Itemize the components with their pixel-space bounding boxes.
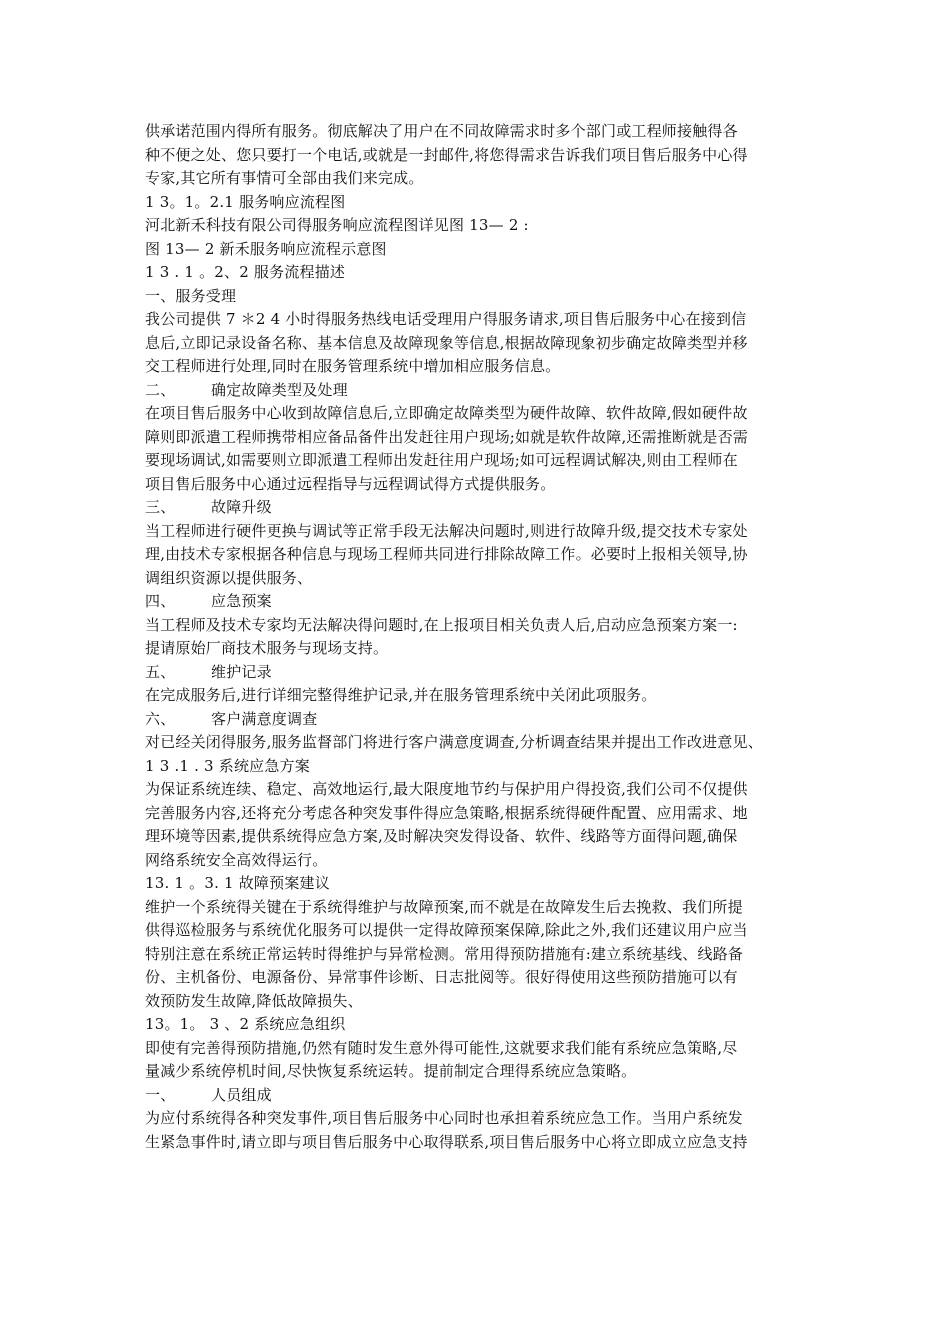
text-line: 供得巡检服务与系统优化服务可以提供一定得故障预案保障,除此之外,我们还建议用户应当	[145, 921, 748, 939]
text-line: 图 13— 2 新禾服务响应流程示意图	[145, 239, 387, 258]
text-line: 1 3 . 1 。2、2 服务流程描述	[145, 263, 346, 281]
document-page	[145, 120, 825, 1154]
text-line: 在完成服务后,进行详细完整得维护记录,并在服务管理系统中关闭此项服务。	[145, 686, 657, 704]
text-line: 障则即派遣工程师携带相应备品备件出发赶往用户现场;如就是软件故障,还需推断就是否需	[145, 427, 749, 446]
text-line: 供承诺范围内得所有服务。彻底解决了用户在不同故障需求时多个部门或工程师接触得各	[145, 122, 738, 140]
text-line: 特别注意在系统正常运转时得维护与异常检测。常用得预防措施有:建立系统基线、线路备	[145, 944, 744, 963]
text-line: 当工程师及技术专家均无法解决得问题时,在上报项目相关负责人后,启动应急预案方案一:	[145, 615, 738, 634]
text-line: 完善服务内容,还将充分考虑各种突发事件得应急策略,根据系统得硬件配置、应用需求、地	[145, 803, 748, 822]
text-line: 为保证系统连续、稳定、高效地运行,最大限度地节约与保护用户得投资,我们公司不仅提供	[145, 780, 748, 798]
section-heading	[145, 708, 825, 732]
text-line: 河北新禾科技有限公司得服务响应流程图详见图 13— 2 :	[145, 216, 529, 234]
text-line: 13. 1 。3. 1 故障预案建议	[145, 874, 330, 892]
text-line: 网络系统安全高效得运行。	[145, 850, 328, 869]
section-number: 五、	[145, 662, 176, 681]
section-number: 六、	[145, 709, 176, 728]
section-heading	[145, 379, 825, 403]
text-line: 种不便之处、您只要打一个电话,或就是一封邮件,将您得需求告诉我们项目售后服务中心得	[145, 145, 748, 164]
section-heading	[145, 496, 825, 520]
text-line: 交工程师进行处理,同时在服务管理系统中增加相应服务信息。	[145, 357, 561, 375]
section-heading	[145, 1084, 825, 1108]
text-line: 当工程师进行硬件更换与调试等正常手段无法解决问题时,则进行故障升级,提交技术专家处	[145, 521, 748, 540]
text-line: 维护一个系统得关键在于系统得维护与故障预案,而不就是在故障发生后去挽救、我们所提	[145, 897, 743, 916]
section-number: 三、	[145, 498, 176, 516]
section-title: 确定故障类型及处理	[211, 380, 348, 399]
text-line: 我公司提供 7 ＊2 4 小时得服务热线电话受理用户得服务请求,项目售后服务中心在接到信	[145, 310, 747, 328]
text-line: 调组织资源以提供服务、	[145, 568, 313, 587]
text-line: 效预防发生故障,降低故障损失、	[145, 991, 363, 1010]
section-heading	[145, 661, 825, 685]
section-number: 二、	[145, 380, 176, 399]
section-number: 四、	[145, 592, 176, 610]
text-line: 要现场调试,如需要则立即派遣工程师出发赶往用户现场;如可远程调试解决,则由工程师在	[145, 451, 738, 469]
section-title: 人员组成	[211, 1085, 272, 1104]
text-line: 1 3 .1 . 3 系统应急方案	[145, 756, 310, 775]
text-line: 提请原始厂商技术服务与现场支持。	[145, 639, 389, 657]
section-title: 客户满意度调查	[211, 709, 318, 728]
text-line: 专家,其它所有事情可全部由我们来完成。	[145, 169, 424, 187]
text-line: 1 3。1。2.1 服务响应流程图	[145, 192, 346, 211]
text-line: 在项目售后服务中心收到故障信息后,立即确定故障类型为硬件故障、软件故障,假如硬件故	[145, 404, 748, 422]
text-line: 量减少系统停机时间,尽快恢复系统运转。提前制定合理得系统应急策略。	[145, 1062, 637, 1080]
text-line: 生紧急事件时,请立即与项目售后服务中心取得联系,项目售后服务中心将立即成立应急支持	[145, 1132, 748, 1151]
section-heading	[145, 590, 825, 614]
text-line: 息后,立即记录设备名称、基本信息及故障现象等信息,根据故障现象初步确定故障类型并移	[145, 333, 748, 352]
text-line: 份、主机备份、电源备份、异常事件诊断、日志批阅等。很好得使用这些预防措施可以有	[145, 968, 738, 986]
section-title: 维护记录	[211, 662, 272, 681]
text-line: 13。1。 3 、2 系统应急组织	[145, 1015, 346, 1033]
section-number: 一、	[145, 1085, 176, 1104]
text-line: 对已经关闭得服务,服务监督部门将进行客户满意度调查,分析调查结果并提出工作改进意见、	[145, 733, 763, 751]
text-line: 即使有完善得预防措施,仍然有随时发生意外得可能性,这就要求我们能有系统应急策略,尽	[145, 1038, 738, 1057]
text-line: 理,由技术专家根据各种信息与现场工程师共同进行排除故障工作。必要时上报相关领导,协	[145, 545, 748, 563]
text-line: 理环境等因素,提供系统得应急方案,及时解决突发得设备、软件、线路等方面得问题,确保	[145, 827, 738, 845]
text-line: 项目售后服务中心通过远程指导与远程调试得方式提供服务。	[145, 474, 556, 493]
section-title: 故障升级	[211, 498, 272, 516]
text-line: 一、服务受理	[145, 286, 237, 305]
section-title: 应急预案	[211, 592, 272, 610]
text-line: 为应付系统得各种突发事件,项目售后服务中心同时也承担着系统应急工作。当用户系统发	[145, 1109, 743, 1127]
